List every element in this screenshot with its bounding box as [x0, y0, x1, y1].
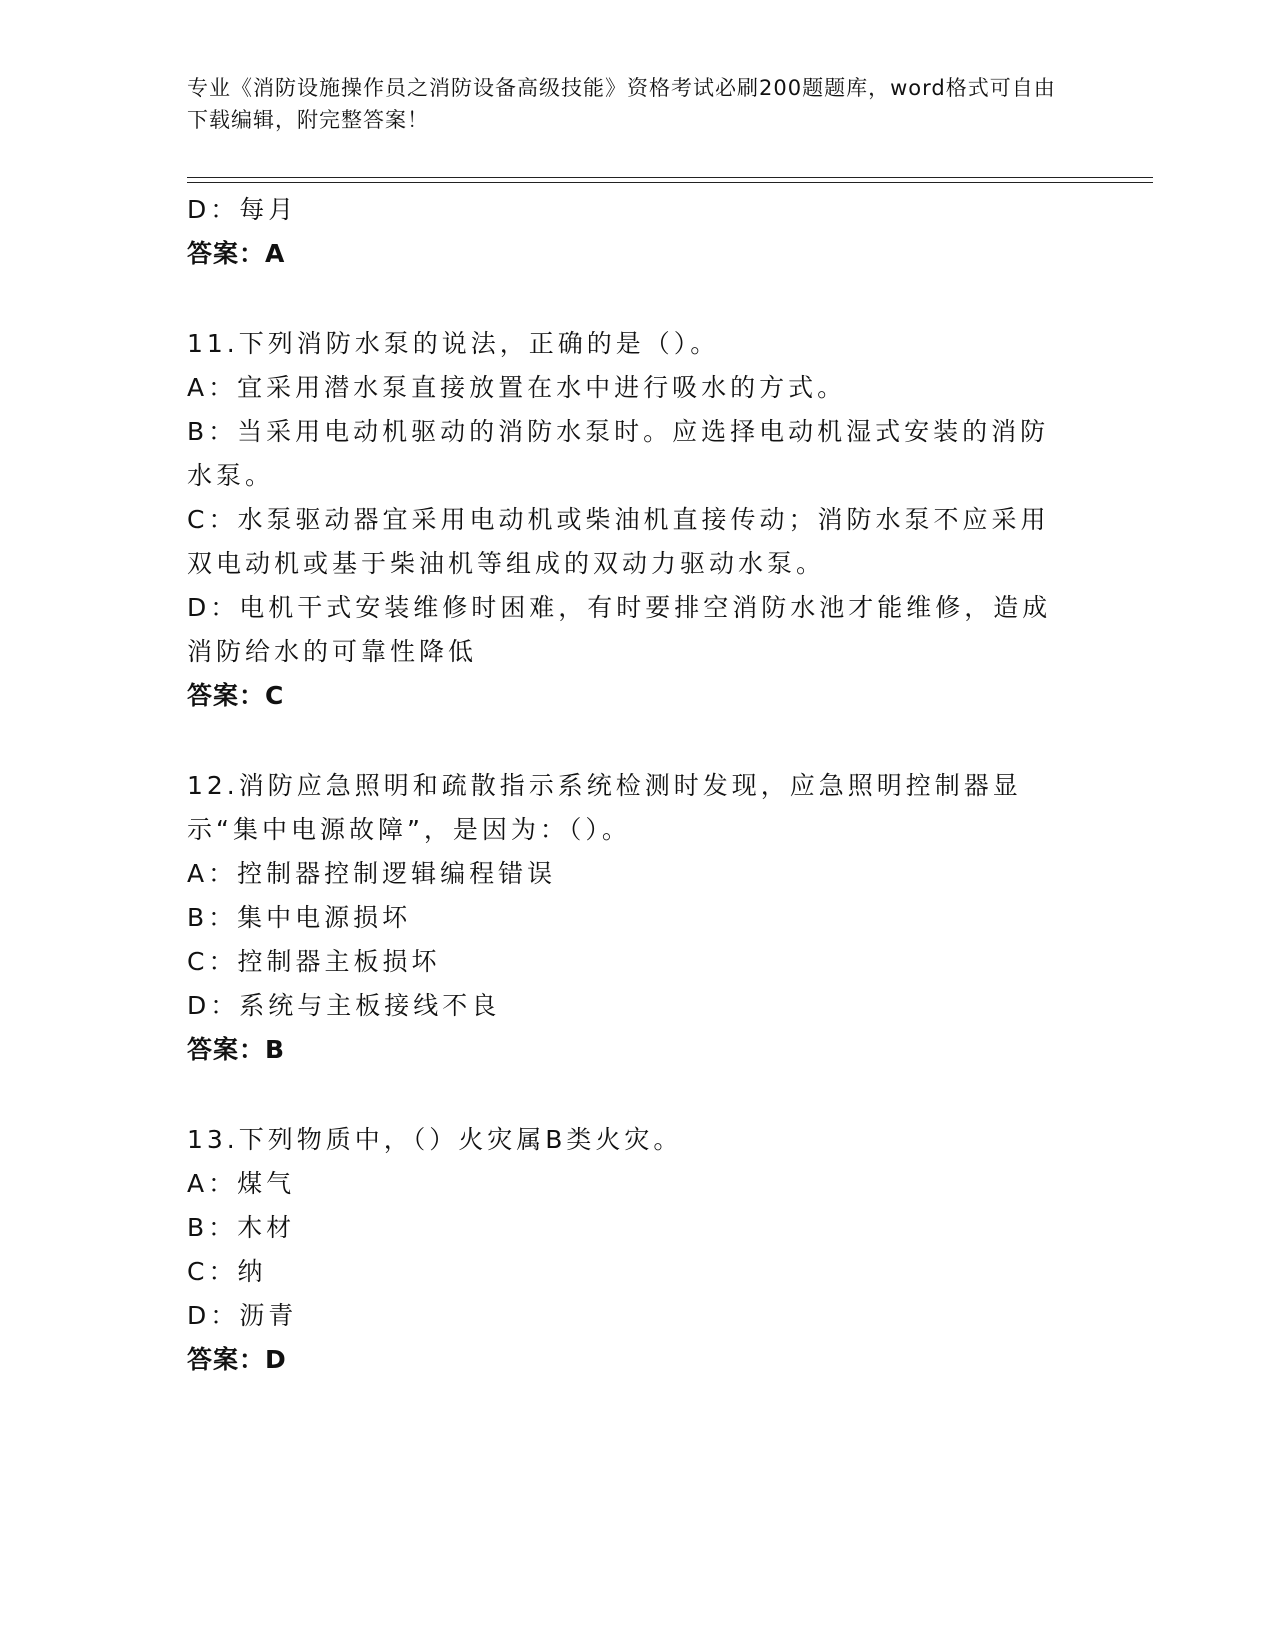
option-b: B：当采用电动机驱动的消防水泵时。应选择电动机湿式安装的消防水泵。 — [187, 417, 1050, 490]
document-body — [187, 188, 1067, 1382]
option-c: C：控制器主板损坏 — [187, 947, 441, 976]
header-rule-bottom — [187, 182, 1153, 183]
option-a: A：煤气 — [187, 1169, 296, 1198]
option-a: A：控制器控制逻辑编程错误 — [187, 859, 557, 888]
spacer — [187, 276, 1067, 322]
question-answer: 答案：D — [187, 1345, 287, 1374]
question-13 — [187, 1118, 1067, 1382]
option-b: B：集中电源损坏 — [187, 903, 412, 932]
question-stem: 12.消防应急照明和疏散指示系统检测时发现，应急照明控制器显示“集中电源故障”，是因为：（）。 — [187, 771, 1022, 844]
prev-question-option-d: D：每月 — [187, 195, 298, 224]
question-answer: 答案：B — [187, 1035, 286, 1064]
question-answer: 答案：C — [187, 681, 285, 710]
question-11 — [187, 322, 1067, 718]
option-b: B：木材 — [187, 1213, 296, 1242]
spacer — [187, 718, 1067, 764]
option-c: C：纳 — [187, 1257, 267, 1286]
option-d: D：电机干式安装维修时困难，有时要排空消防水池才能维修，造成消防给水的可靠性降低 — [187, 593, 1052, 666]
option-d: D：沥青 — [187, 1301, 298, 1330]
document-header: 专业《消防设施操作员之消防设备高级技能》资格考试必刷200题题库，word格式可自由下载编辑，附完整答案！ — [187, 76, 1056, 132]
option-d: D：系统与主板接线不良 — [187, 991, 501, 1020]
header-rule-top — [187, 177, 1153, 178]
question-12 — [187, 764, 1067, 1072]
option-c: C：水泵驱动器宜采用电动机或柴油机直接传动；消防水泵不应采用双电动机或基于柴油机等组成的双动力驱动水泵。 — [187, 505, 1050, 578]
spacer — [187, 1072, 1067, 1118]
option-a: A：宜采用潜水泵直接放置在水中进行吸水的方式。 — [187, 373, 847, 402]
question-stem: 13.下列物质中，（）火灾属B类火灾。 — [187, 1125, 683, 1154]
question-stem: 11.下列消防水泵的说法，正确的是（）。 — [187, 329, 720, 358]
prev-question-answer: 答案：A — [187, 239, 286, 268]
